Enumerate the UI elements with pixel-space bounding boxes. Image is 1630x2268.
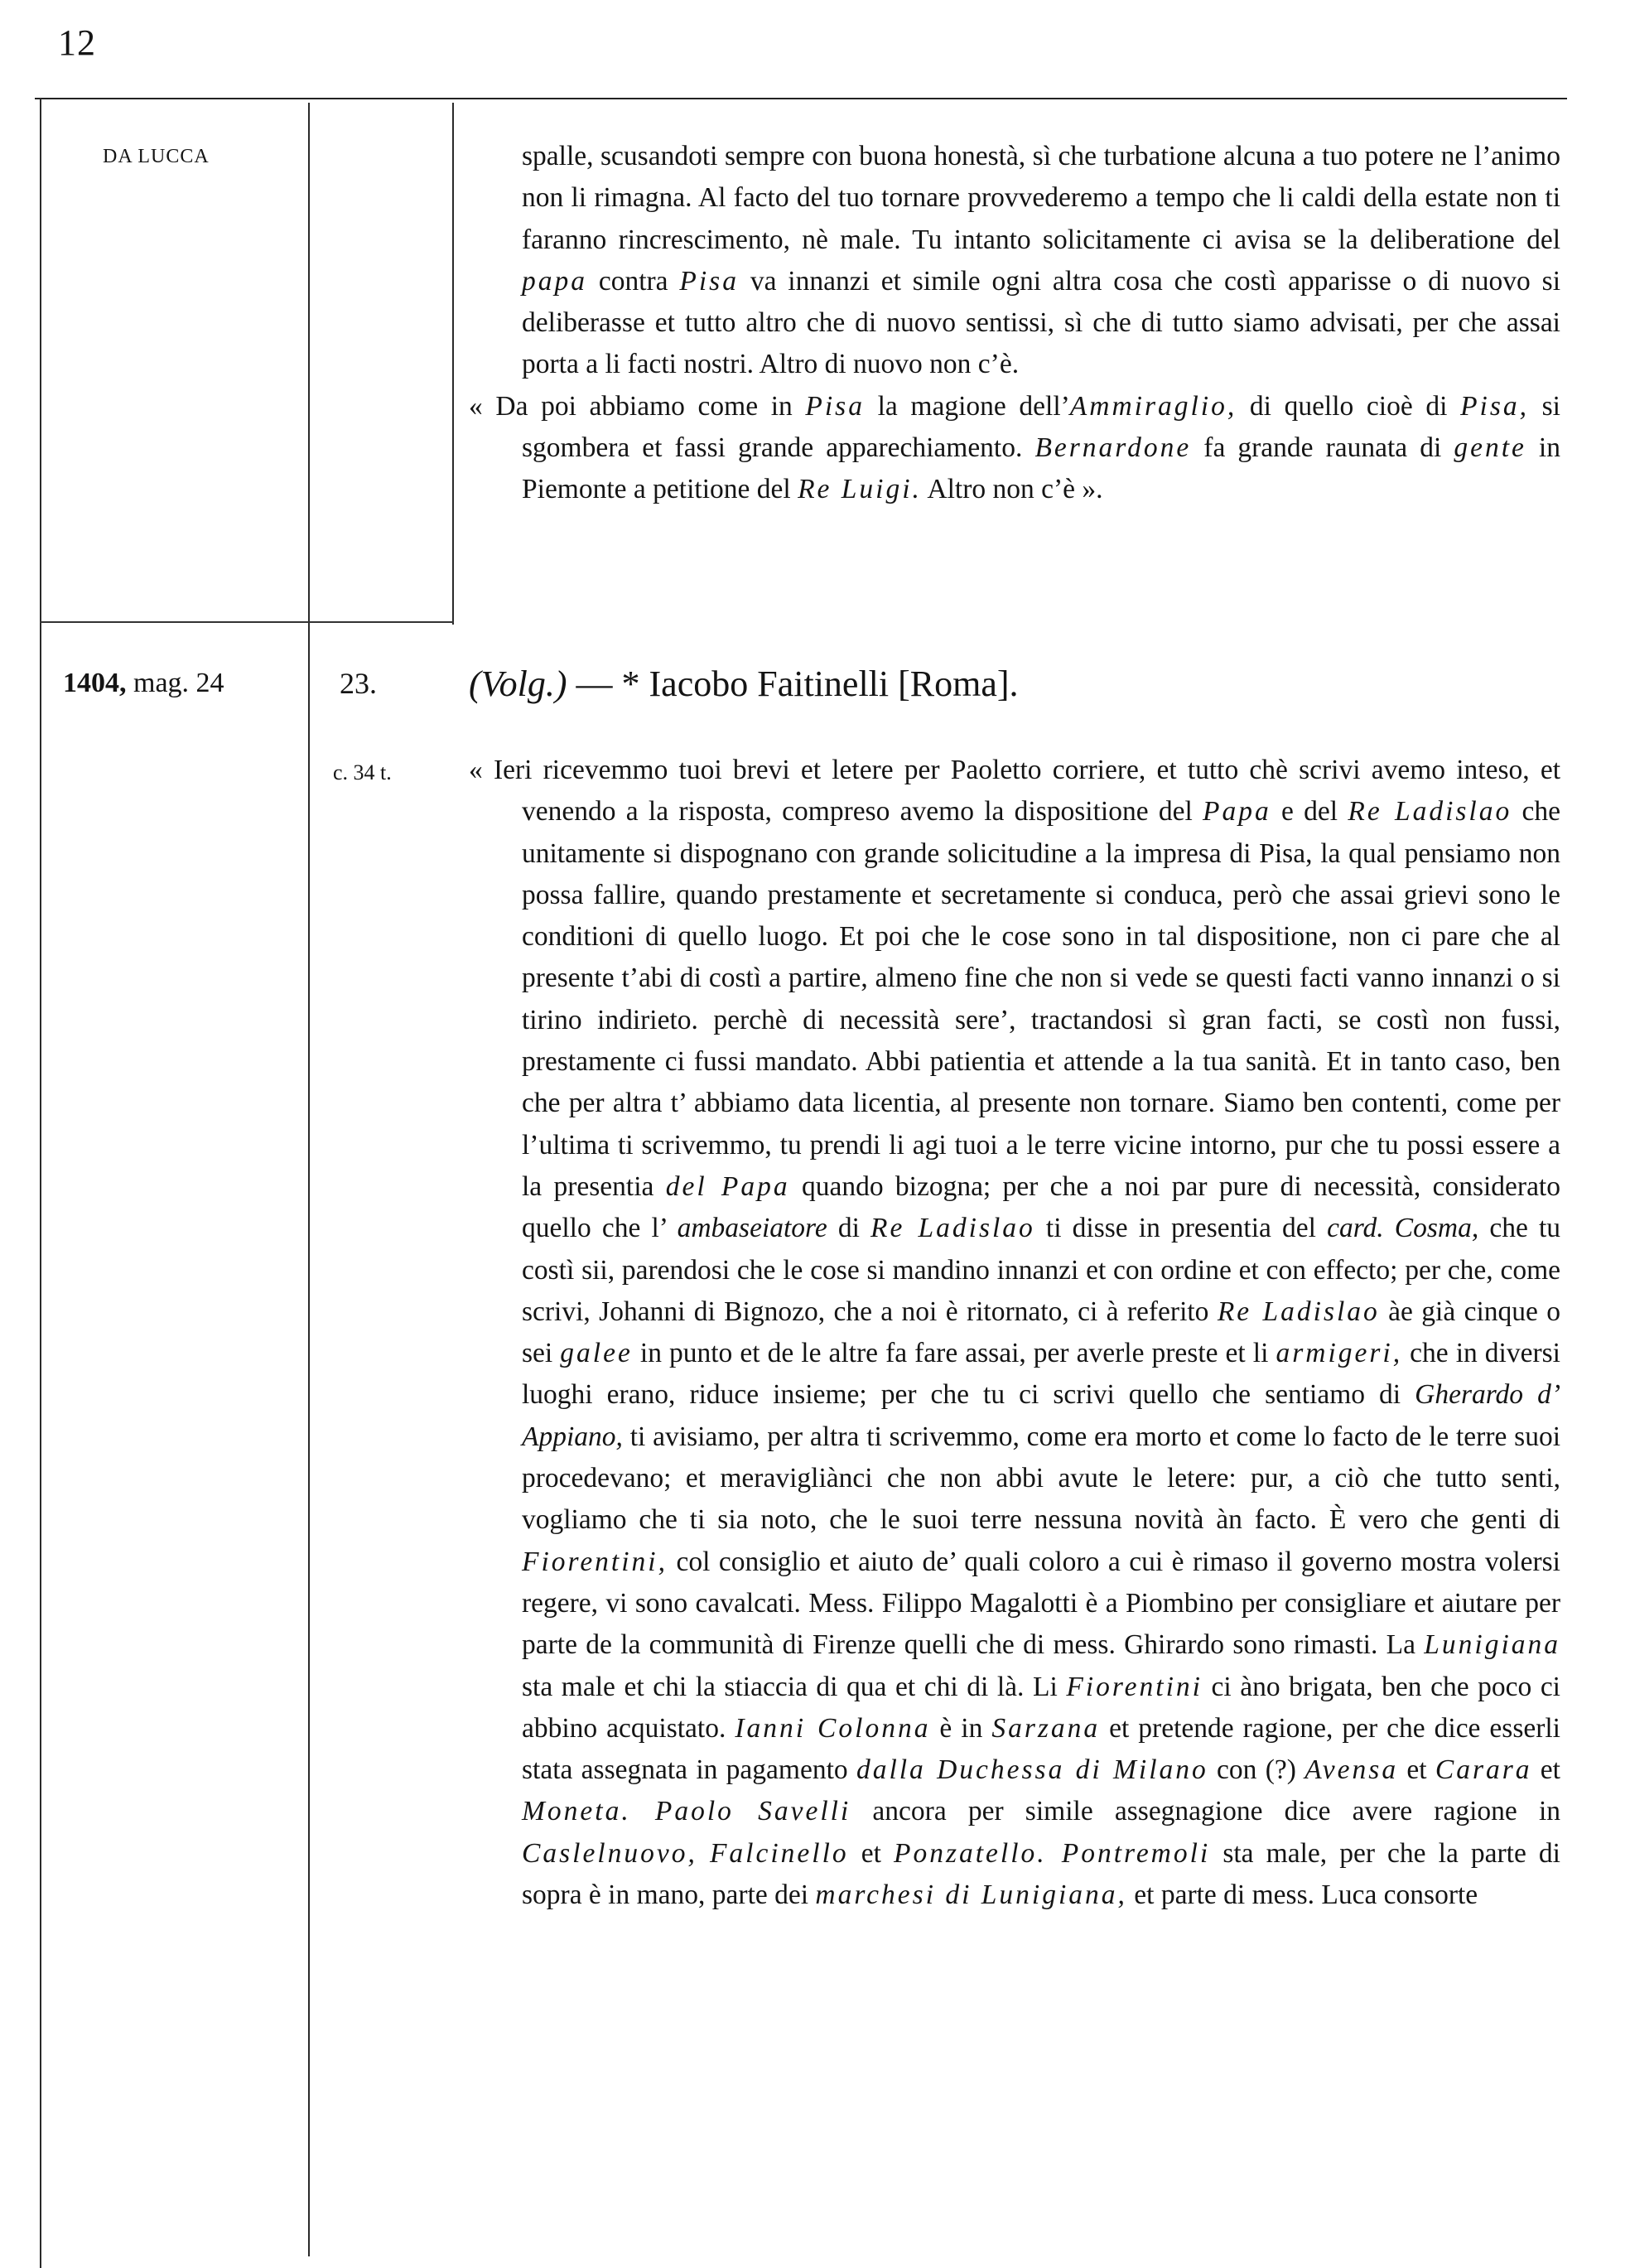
column-divider-right — [452, 103, 454, 625]
paragraph: spalle, scusandoti sempre con buona honestà, sì che turbatione alcuna a tuo potere ne l’animo non li rimagna. Al facto del tuo tornare provvederemo a tempo che li caldi della estate non ti faranno rincrescimento, nè male. Tu intanto solicitamente ci avisa se la deliberatione del papa contra Pisa va innanzi et simile ogni altra cosa che costì apparisse o di nuovo si deliberasse et tutto altro che di nuovo sentissi, sì che di tutto siamo advisati, per che assai porta a li facti nostri. Altro di nuovo non c’è. — [522, 141, 1560, 380]
top-rule — [35, 98, 1567, 99]
previous-letter-text — [469, 136, 1560, 511]
letter-heading: (Volg.) — * Iacobo Faitinelli [Roma]. — [469, 664, 1019, 704]
entry-date: 1404, mag. 24 — [63, 668, 224, 698]
page-number: 12 — [58, 22, 96, 63]
letter-body-text — [469, 750, 1560, 1916]
column-divider-middle — [308, 103, 310, 2256]
paragraph: « Ieri ricevemmo tuoi brevi et letere per Paoletto corriere, et tutto chè scrivi avemo inteso, et venendo a la risposta, compreso avemo la dispositione del Papa e del Re Ladislao che unitamente si dispognano con grande solicitudine a la impresa di Pisa, la qual pensiamo non possa fallire, quando prestamente et secretamente si conduca, però che assai grievi sono le conditioni di quello luogo. Et poi che le cose sono in tal dispositione, non ci pare che al presente t’abi di costì a partire, almeno fine che non si vede se questi facti vanno innanzi o si tirino indirieto. perchè di necessità sere’, tractandosi sì gran facti, se costì non fussi, prestamente ci fussi mandato. Abbi patientia et attende a la tua sanità. Et in tanto caso, ben che per altra t’ abbiamo data licentia, al presente non tornare. Siamo ben contenti, come per l’ultima ti scrivemmo, tu prendi li agi tuoi a le terre vicine intorno, pur che tu possi essere a la presentia del Papa quando bizogna; per che a noi par pure di necessità, considerato quello che l’ ambaseiatore di Re Ladislao ti disse in presentia del card. Cosma, che tu costì sii, parendosi che le cose si mandino innanzi et con ordine et con effecto; per che, come scrivi, Johanni di Bignozo, che a noi è ritornato, ci à referito Re Ladislao àe già cinque o sei galee in punto et de le altre fa fare assai, per averle preste et li armigeri, che in diversi luoghi erano, riduce insieme; per che tu ci scrivi quello che sentiamo di Gherardo d’ Appiano, ti avisiamo, per altra ti scrivemmo, come era morto et come lo facto de le terre suoi procedevano; et meravigliànci che non abbi avute le letere: pur, a ciò che tutto senti, vogliamo che ti sia noto, che le suoi terre nessuna novità àn facto. È vero che genti di Fiorentini, col consiglio et aiuto de’ quali coloro a cui è rimaso il governo mostra volersi regere, vi sono cavalcati. Mess. Filippo Magalotti è a Piombino per consigliare et aiutare per parte de la communità di Firenze quelli che di mess. Ghirardo sono rimasti. La Lunigiana sta male et chi la stiaccia di qua et chi di là. Li Fiorentini ci àno brigata, ben che poco ci abbino acquistato. Ianni Colonna è in Sarzana et pretende ragione, per che dice esserli stata assegnata in pagamento dalla Duchessa di Milano con (?) Avensa et Carara et Moneta. Paolo Savelli ancora per simile assegnagione dice avere ragione in Caslelnuovo, Falcinello et Ponzatello. Pontremoli sta male, per che la parte di sopra è in mano, parte dei marchesi di Lunigiana, et parte di mess. Luca consorte — [469, 755, 1561, 1911]
document-number: 23. — [340, 667, 377, 700]
paragraph: « Da poi abbiamo come in Pisa la magione dell’Ammiraglio, di quello cioè di Pisa, si sgombera et fassi grande apparechiamento. Bernardone fa grande raunata di gente in Piemonte a petitione del Re Luigi. Altro non c’è ». — [469, 390, 1560, 505]
folio-reference: c. 34 t. — [333, 760, 392, 784]
section-label: DA LUCCA — [103, 146, 210, 167]
column-divider-left — [40, 98, 41, 2268]
entry-separator-rule — [40, 621, 454, 623]
